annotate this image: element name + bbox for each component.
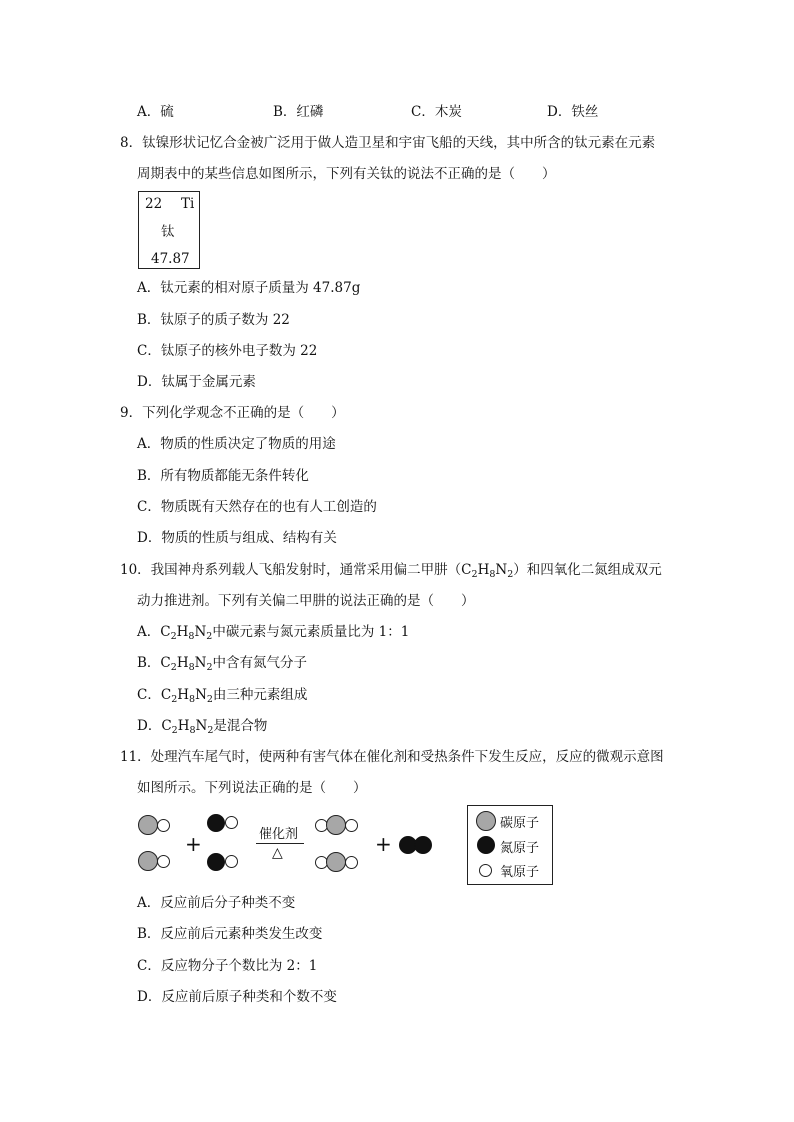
q7-option-b: B．红磷 [273, 104, 324, 120]
q11-stem-line1: 11．处理汽车尾气时，使两种有害气体在催化剂和受热条件下发生反应，反应的微观示意图 [120, 749, 664, 765]
periodic-table-cell [138, 191, 200, 269]
q9-option-c: C．物质既有天然存在的也有人工创造的 [137, 499, 377, 515]
q8-option-d: D．钛属于金属元素 [137, 374, 256, 390]
q10-option-d: D．$C_2H_8N_2$是混合物 [137, 718, 268, 736]
oxygen-atom-icon [345, 819, 358, 832]
q10-option-a: A．$C_2H_8N_2$中碳元素与氮元素质量比为 1：1 [137, 624, 410, 642]
reaction-arrow [256, 843, 304, 844]
oxygen-atom-icon [345, 856, 358, 869]
q8-option-c: C．钛原子的核外电子数为 22 [137, 343, 318, 359]
nitrogen-atom-icon [477, 836, 495, 854]
carbon-atom-icon [138, 851, 158, 871]
oxygen-atom-icon [479, 864, 492, 877]
catalyst-label: 催化剂 [259, 827, 299, 842]
atom-legend [467, 805, 553, 885]
heat-symbol: △ [272, 845, 283, 861]
oxygen-atom-icon [157, 855, 170, 868]
q7-option-a: A．硫 [137, 104, 174, 120]
carbon-atom-icon [326, 852, 346, 872]
q10-stem-line1: 10．我国神舟系列载人飞船发射时，通常采用偏二甲肼$(C_2H_8N_2)$和四氧化二氮组成双元 [120, 562, 662, 580]
atomic-mass: 47.87 [151, 251, 190, 267]
q11-option-b: B．反应前后元素种类发生改变 [137, 926, 323, 942]
legend-nitrogen-label: 氮原子 [500, 841, 540, 856]
q8-option-b: B．钛原子的质子数为 22 [137, 312, 290, 328]
carbon-atom-icon [138, 815, 158, 835]
legend-oxygen-label: 氧原子 [500, 865, 540, 880]
nitrogen-atom-icon [207, 814, 225, 832]
q7-option-c: C．木炭 [411, 104, 462, 120]
q9-option-a: A．物质的性质决定了物质的用途 [137, 436, 336, 452]
element-name: 钛 [161, 224, 175, 240]
atomic-number: 22 [145, 196, 163, 212]
q7-option-d: D．铁丝 [547, 104, 599, 120]
q9-stem: 9．下列化学观念不正确的是（ ） [120, 405, 345, 421]
q11-option-d: D．反应前后原子种类和个数不变 [137, 989, 337, 1005]
q8-option-a: A．钛元素的相对原子质量为 47.87g [137, 280, 361, 296]
nitrogen-atom-icon [207, 853, 225, 871]
q10-option-b: B．$C_2H_8N_2$中含有氮气分子 [137, 655, 307, 673]
q11-stem-line2: 如图所示。下列说法正确的是（ ） [137, 780, 367, 796]
q8-stem-line1: 8．钛镍形状记忆合金被广泛用于做人造卫星和宇宙飞船的天线，其中所含的钛元素在元素 [120, 135, 656, 151]
plus-sign: + [185, 832, 202, 856]
q9-option-d: D．物质的性质与组成、结构有关 [137, 530, 337, 546]
q9-option-b: B．所有物质都能无条件转化 [137, 468, 309, 484]
oxygen-atom-icon [157, 819, 170, 832]
carbon-atom-icon [476, 811, 496, 831]
element-symbol: Ti [181, 196, 195, 212]
plus-sign: + [375, 832, 392, 856]
q11-option-a: A．反应前后分子种类不变 [137, 895, 296, 911]
oxygen-atom-icon [225, 855, 238, 868]
carbon-atom-icon [326, 815, 346, 835]
q10-stem-line2: 动力推进剂。下列有关偏二甲肼的说法正确的是（ ） [137, 593, 475, 609]
q8-stem-line2: 周期表中的某些信息如图所示，下列有关钛的说法不正确的是（ ） [137, 166, 556, 182]
q11-option-c: C．反应物分子个数比为 2：1 [137, 958, 318, 974]
oxygen-atom-icon [225, 816, 238, 829]
q10-option-c: C．$C_2H_8N_2$由三种元素组成 [137, 687, 308, 705]
nitrogen-atom-icon [414, 836, 432, 854]
legend-carbon-label: 碳原子 [500, 816, 540, 831]
